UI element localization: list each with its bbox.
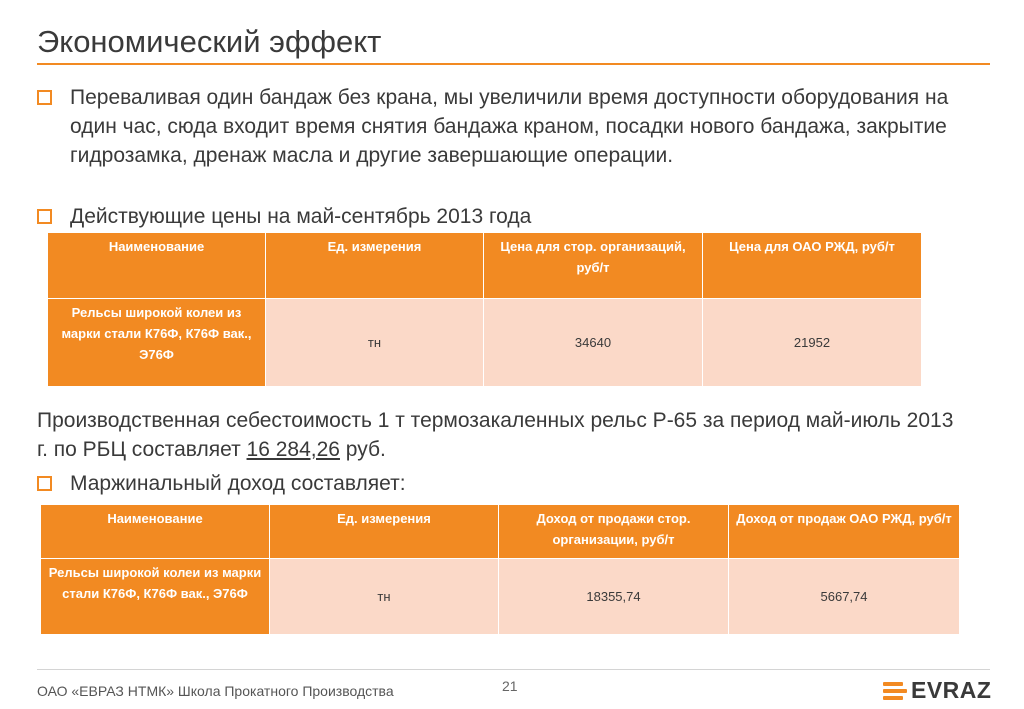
bullet-text: Маржинальный доход составляет:: [70, 472, 406, 495]
unit-cell: тн: [266, 299, 484, 387]
margin-table: [40, 504, 960, 635]
table-header-row: [41, 505, 960, 559]
logo-stripes-icon: [883, 681, 907, 701]
table-header-cell: Ед. измерения: [270, 505, 499, 559]
table-header-cell: Цена для стор. организаций, руб/т: [484, 233, 703, 299]
product-name-cell: Рельсы широкой колеи из марки стали К76Ф, К76Ф вак., Э76Ф: [48, 299, 266, 387]
cost-text-before: Производственная себестоимость 1 т термозакаленных рельс Р-65 за период май-июль 2013 г. по РБЦ составляет: [37, 409, 954, 461]
bullet-item: [37, 469, 406, 498]
product-name-cell: Рельсы широкой колеи из марки стали К76Ф, К76Ф вак., Э76Ф: [41, 559, 270, 635]
table-header-cell: Наименование: [41, 505, 270, 559]
evraz-logo: [883, 677, 991, 704]
price-rzd-cell: 21952: [703, 299, 922, 387]
bullet-item: [37, 202, 531, 231]
cost-paragraph: [37, 406, 967, 464]
bullet-square-icon: [37, 90, 52, 105]
table-header-row: [48, 233, 922, 299]
income-external-cell: 18355,74: [499, 559, 729, 635]
footer-company: ОАО «ЕВРАЗ НТМК» Школа Прокатного Производства: [37, 683, 394, 699]
footer-divider: [37, 669, 990, 670]
slide-title: Экономический эффект: [37, 24, 382, 59]
cost-value: 16 284,26: [246, 438, 340, 461]
table-header-cell: Цена для ОАО РЖД, руб/т: [703, 233, 922, 299]
bullet-text: Действующие цены на май-сентябрь 2013 года: [70, 205, 532, 228]
table-header-cell: Наименование: [48, 233, 266, 299]
table-row: [41, 559, 960, 635]
bullet-square-icon: [37, 476, 52, 491]
table-row: [48, 299, 922, 387]
bullet-square-icon: [37, 209, 52, 224]
page-number: 21: [502, 678, 518, 694]
price-table: [47, 232, 922, 387]
table-header-cell: Доход от продажи стор. организации, руб/т: [499, 505, 729, 559]
price-external-cell: 34640: [484, 299, 703, 387]
logo-text: EVRAZ: [911, 677, 992, 703]
bullet-text: Переваливая один бандаж без крана, мы увеличили время доступности оборудования на один час, сюда входит время снятия бандажа краном, посадки нового бандажа, закрытие гидрозамка, дренаж масла и другие завершающие операции.: [70, 86, 949, 167]
bullet-item: [37, 83, 967, 170]
table-header-cell: Ед. измерения: [266, 233, 484, 299]
unit-cell: тн: [270, 559, 499, 635]
cost-text-after: руб.: [339, 438, 386, 461]
title-underline: [37, 63, 990, 65]
income-rzd-cell: 5667,74: [729, 559, 960, 635]
table-header-cell: Доход от продаж ОАО РЖД, руб/т: [729, 505, 960, 559]
